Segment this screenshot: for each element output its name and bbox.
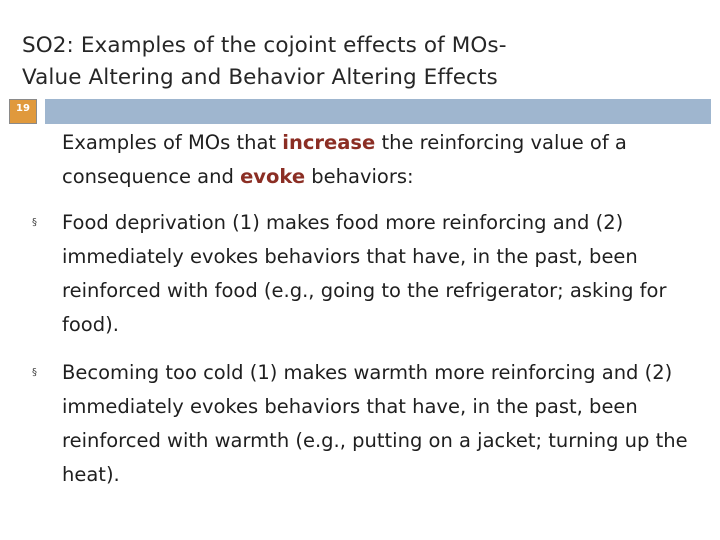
bullet-text: Becoming too cold (1) makes warmth more reinforcing and (2) immediately evokes behaviors that have, in the past, been reinforced with warmth (e.g., putting on a jacket; turning up the heat).: [62, 361, 688, 486]
bullet-text: Food deprivation (1) makes food more reinforcing and (2) immediately evokes behaviors that have, in the past, been reinforced with food (e.g., going to the refrigerator; asking for food).: [62, 211, 667, 336]
bullet-item-food-deprivation: [32, 206, 702, 342]
bullet-marker-icon: §: [32, 217, 37, 228]
intro-text-1: Examples of MOs that: [62, 131, 283, 154]
highlight-increase: increase: [282, 131, 376, 154]
intro-text-2: the reinforcing value of a consequence and: [62, 131, 627, 188]
intro-text-3: behaviors:: [305, 165, 414, 188]
title-line-2: Value Altering and Behavior Altering Effects: [22, 65, 498, 90]
title-divider-bar: [45, 99, 711, 124]
bullet-item-becoming-cold: [32, 356, 702, 492]
slide-title: [22, 30, 702, 94]
bullet-marker-icon: §: [32, 367, 37, 378]
title-line-1: SO2: Examples of the cojoint effects of MOs-: [22, 33, 507, 58]
slide-body: [32, 126, 702, 506]
slide-number: 19: [16, 103, 30, 114]
intro-paragraph: [62, 126, 702, 194]
highlight-evoke: evoke: [240, 165, 306, 188]
